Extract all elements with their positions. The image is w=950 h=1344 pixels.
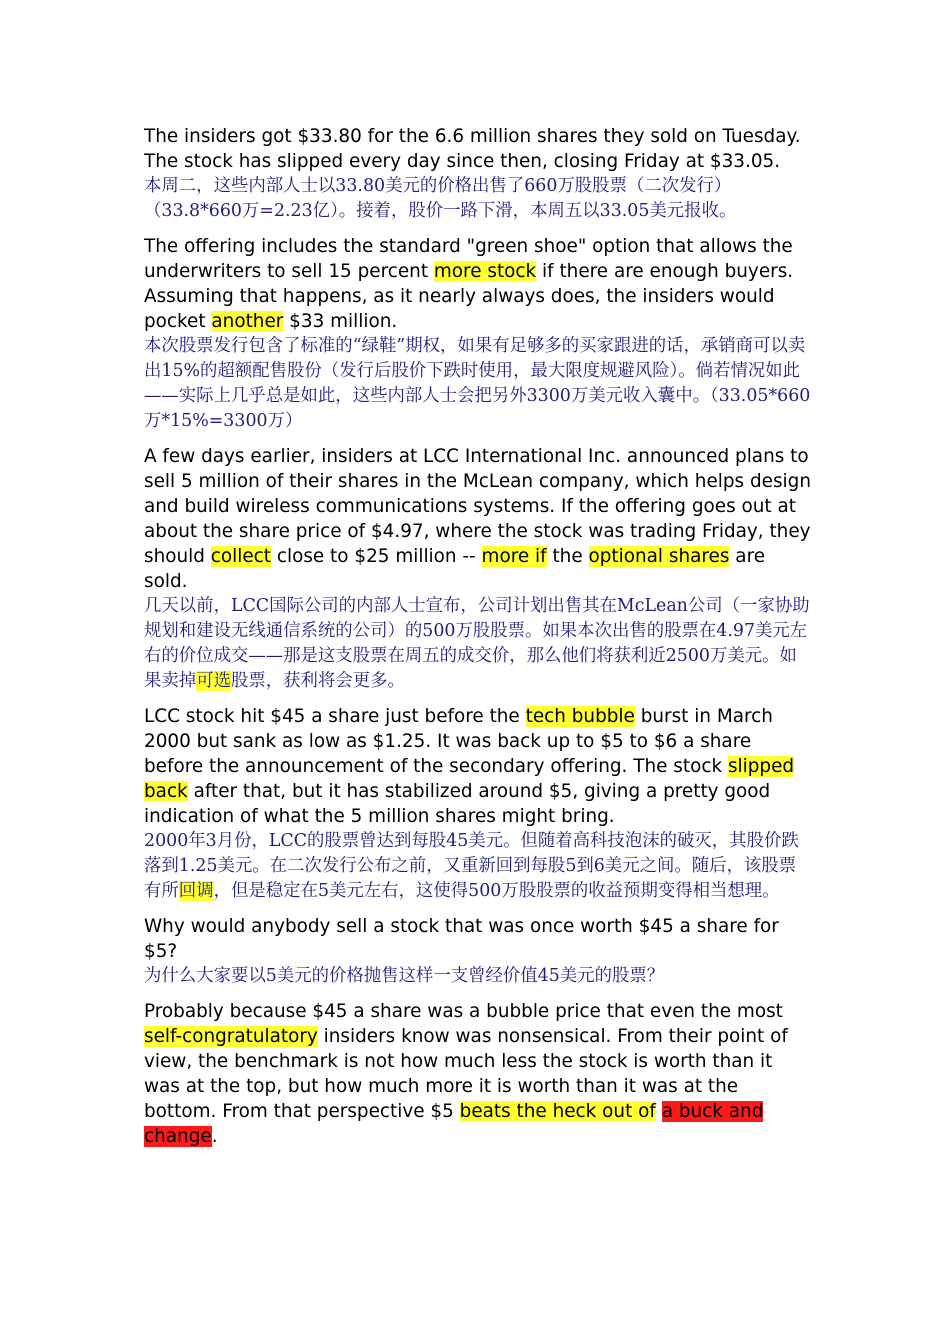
text-run: if there are enough buyers. Assuming that happens, as it nearly always does, the insiders would pocket bbox=[144, 261, 794, 332]
english-paragraph bbox=[144, 704, 812, 829]
english-paragraph bbox=[144, 914, 812, 964]
english-paragraph bbox=[144, 444, 812, 594]
text-run: 本周二，这些内部人士以33.80美元的价格出售了660万股股票（二次发行）（33.8*660万=2.23亿）。接着，股价一路下滑，本周五以33.05美元报收。 bbox=[144, 176, 737, 221]
highlighted-phrase: more if bbox=[481, 546, 547, 567]
paragraph-block bbox=[144, 914, 812, 989]
text-run: 股票，获利将会更多。 bbox=[230, 671, 405, 691]
text-run: $33 million. bbox=[283, 311, 398, 332]
text-run: are sold. bbox=[144, 546, 766, 592]
text-run: ，但是稳定在5美元左右，这使得500万股股票的收益预期变得相当想理。 bbox=[213, 881, 780, 901]
text-run: close to $25 million -- bbox=[271, 546, 482, 567]
text-run: A few days earlier, insiders at LCC International Inc. announced plans to sell 5 million of their shares in the McLean company, which helps design and build wireless communications systems. If the offering goes out at about the share price of $4.97, where the stock was trading Friday, they should bbox=[144, 446, 811, 567]
highlighted-phrase: self-congratulatory bbox=[144, 1026, 318, 1047]
chinese-translation bbox=[144, 594, 812, 694]
highlighted-phrase: 可选 bbox=[196, 671, 231, 691]
text-run: 几天以前，LCC国际公司的内部人士宣布，公司计划出售其在McLean公司（一家协助规划和建设无线通信系统的公司）的500万股股票。如果本次出售的股票在4.97美元左右的价位成交——那是这支股票在周五的成交价，那么他们将获利近2500万美元。如果卖掉 bbox=[144, 596, 810, 691]
highlighted-phrase: optional shares bbox=[588, 546, 730, 567]
paragraph-block bbox=[144, 999, 812, 1149]
document-body bbox=[144, 124, 812, 1159]
highlighted-phrase: tech bubble bbox=[525, 706, 635, 727]
text-run: 2000年3月份，LCC的股票曾达到每股45美元。但随着高科技泡沫的破灭，其股价跌落到1.25美元。在二次发行公布之前，又重新回到每股5到6美元之间。随后，该股票有所 bbox=[144, 831, 799, 901]
english-paragraph bbox=[144, 999, 812, 1149]
red-highlighted-phrase: a buck and change bbox=[144, 1101, 764, 1147]
chinese-translation bbox=[144, 334, 812, 434]
highlighted-phrase: beats the heck out of bbox=[459, 1101, 656, 1122]
english-paragraph bbox=[144, 124, 812, 174]
text-run: after that, but it has stabilized around $5, giving a pretty good indication of what the 5 million shares might bring. bbox=[144, 781, 771, 827]
chinese-translation bbox=[144, 829, 812, 904]
highlighted-phrase: collect bbox=[210, 546, 271, 567]
text-run: insiders know was nonsensical. From their point of view, the benchmark is not how much less the stock is worth than it was at the top, but how much more it is worth than it was at the bottom. From that perspective $5 bbox=[144, 1026, 788, 1122]
text-run: Why would anybody sell a stock that was once worth $45 a share for $5? bbox=[144, 916, 779, 962]
text-run: LCC stock hit $45 a share just before the bbox=[144, 706, 526, 727]
text-run: The insiders got $33.80 for the 6.6 million shares they sold on Tuesday. The stock has slipped every day since then, closing Friday at $33.05. bbox=[144, 126, 801, 172]
english-paragraph bbox=[144, 234, 812, 334]
text-run: Probably because $45 a share was a bubble price that even the most bbox=[144, 1001, 783, 1022]
text-run bbox=[656, 1101, 662, 1122]
chinese-translation bbox=[144, 174, 812, 224]
paragraph-block bbox=[144, 234, 812, 434]
text-run: The offering includes the standard "green shoe" option that allows the underwriters to sell 15 percent bbox=[144, 236, 793, 282]
text-run: the bbox=[546, 546, 589, 567]
text-run: 本次股票发行包含了标准的“绿鞋”期权，如果有足够多的买家跟进的话，承销商可以卖出15%的超额配售股份（发行后股价下跌时使用，最大限度规避风险）。倘若情况如此——实际上几乎总是如此，这些内部人士会把另外3300万美元收入囊中。（33.05*660万*15%=3300万） bbox=[144, 336, 811, 431]
chinese-translation bbox=[144, 964, 812, 989]
highlighted-phrase: another bbox=[211, 311, 284, 332]
paragraph-block bbox=[144, 124, 812, 224]
highlighted-phrase: slipped back bbox=[144, 756, 795, 802]
paragraph-block bbox=[144, 704, 812, 904]
text-run: 为什么大家要以5美元的价格抛售这样一支曾经价值45美元的股票？ bbox=[144, 966, 665, 986]
paragraph-block bbox=[144, 444, 812, 694]
highlighted-phrase: 回调 bbox=[178, 881, 214, 901]
text-run: . bbox=[211, 1126, 218, 1147]
highlighted-phrase: more stock bbox=[433, 261, 537, 282]
text-run: burst in March 2000 but sank as low as $1.25. It was back up to $5 to $6 a share before the announcement of the secondary offering. The stock bbox=[144, 706, 773, 777]
